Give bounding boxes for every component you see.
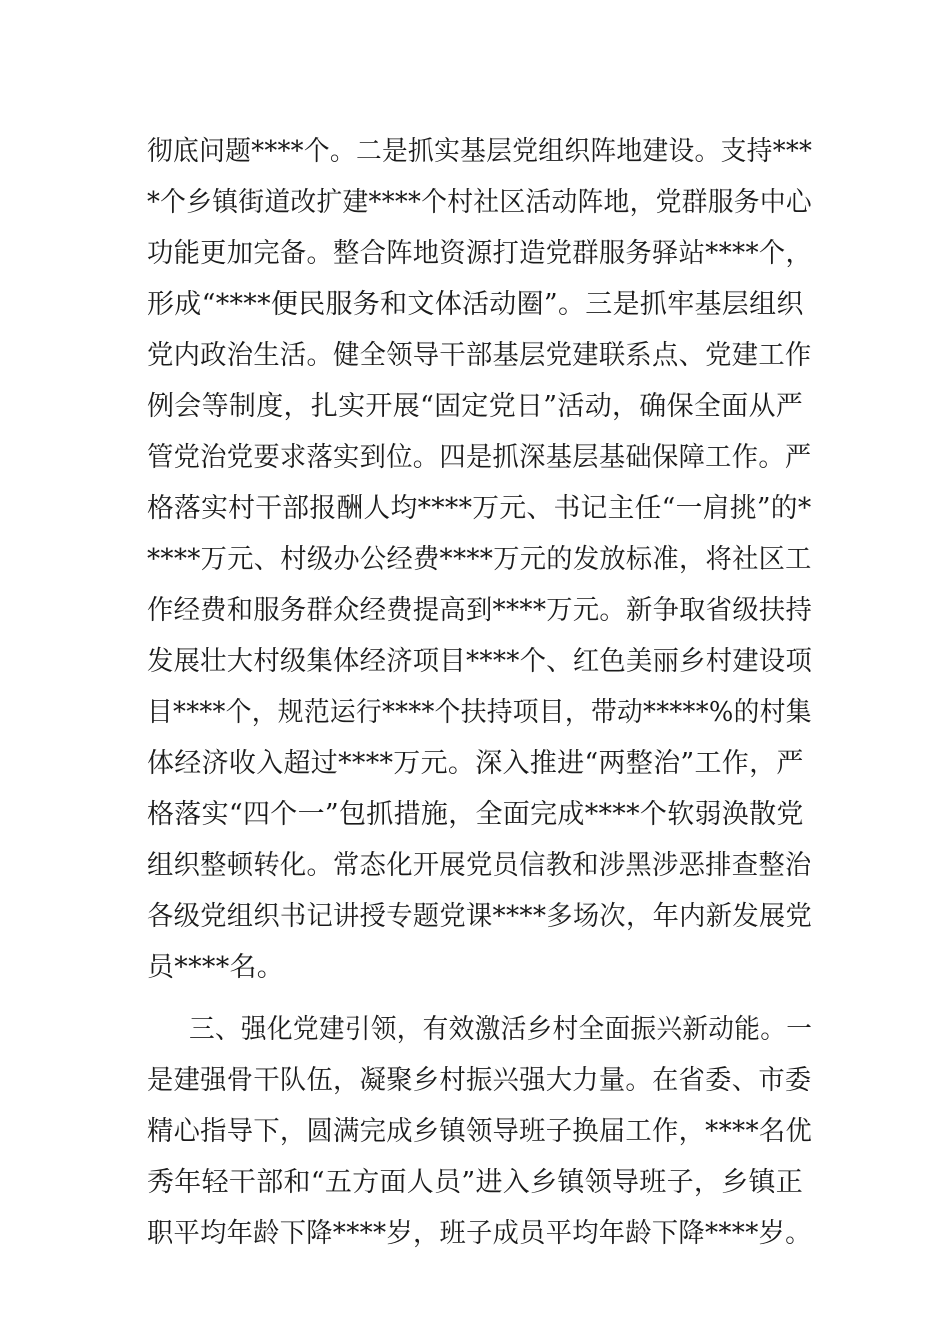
text-line: 党内政治生活。健全领导干部基层党建联系点、党建工作 — [147, 340, 812, 371]
text-line: 体经济收入超过****万元。深入推进“两整治”工作，严 — [147, 748, 804, 779]
text-line: 形成“****便民服务和文体活动圈”。三是抓牢基层组织 — [147, 289, 804, 320]
text-line: 秀年轻干部和“五方面人员”进入乡镇领导班子，乡镇正 — [147, 1167, 804, 1198]
text-line: 精心指导下，圆满完成乡镇领导班子换届工作，****名优 — [147, 1116, 813, 1147]
text-line: 组织整顿转化。常态化开展党员信教和涉黑涉恶排查整治 — [147, 850, 812, 881]
text-line: ****万元、村级办公经费****万元的发放标准，将社区工 — [147, 544, 812, 575]
text-line: 格落实“四个一”包抓措施，全面完成****个软弱涣散党 — [147, 799, 804, 830]
text-line: 职平均年龄下降****岁，班子成员平均年龄下降****岁。 — [147, 1218, 812, 1249]
text-line: 作经费和服务群众经费提高到****万元。新争取省级扶持 — [147, 595, 813, 626]
paragraph-heading-line: 三、强化党建引领，有效激活乡村全面振兴新动能。一 — [189, 1014, 813, 1045]
text-line: 功能更加完备。整合阵地资源打造党群服务驿站****个， — [147, 238, 813, 269]
text-line: 彻底问题****个。二是抓实基层党组织阵地建设。支持*** — [147, 136, 813, 167]
text-line: 管党治党要求落实到位。四是抓深基层基础保障工作。严 — [147, 442, 812, 473]
text-line: *个乡镇街道改扩建****个村社区活动阵地，党群服务中心 — [147, 187, 812, 218]
text-line: 各级党组织书记讲授专题党课****多场次，年内新发展党 — [147, 901, 813, 932]
text-line: 是建强骨干队伍，凝聚乡村振兴强大力量。在省委、市委 — [147, 1065, 812, 1096]
text-line: 目****个，规范运行****个扶持项目，带动*****%的村集 — [147, 697, 812, 728]
text-line: 发展壮大村级集体经济项目****个、红色美丽乡村建设项 — [147, 646, 813, 677]
text-line: 格落实村干部报酬人均****万元、书记主任“一肩挑”的* — [147, 493, 812, 524]
text-line: 例会等制度，扎实开展“固定党日”活动，确保全面从严 — [147, 391, 804, 422]
text-line: 员****名。 — [147, 952, 285, 983]
